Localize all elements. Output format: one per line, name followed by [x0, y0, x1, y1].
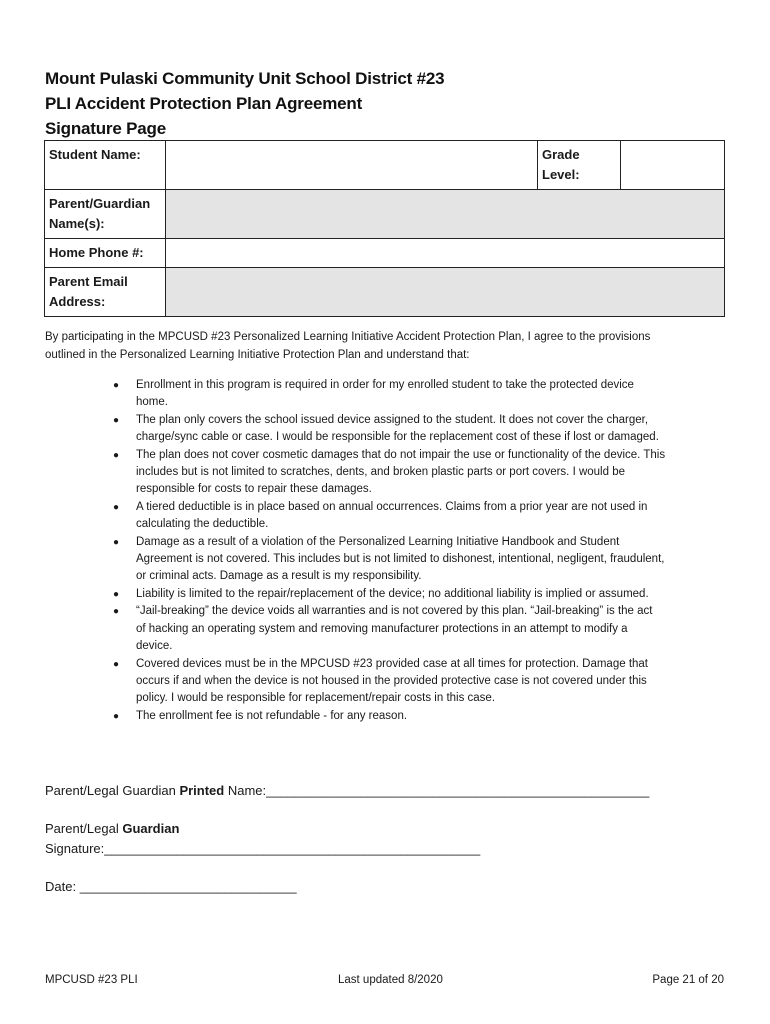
- bullet-icon: ●: [113, 414, 120, 426]
- bullet-icon: ●: [113, 606, 120, 618]
- term-item: [110, 708, 722, 725]
- bullet-icon: ●: [113, 380, 120, 391]
- bullet-icon: ●: [113, 449, 120, 461]
- bullet-icon: ●: [113, 536, 120, 548]
- date-blank[interactable]: ______________________________: [79, 879, 297, 894]
- term-line: The plan only covers the school issued device assigned to the student. It does not cover the charger,: [136, 413, 649, 426]
- term-item: [110, 656, 722, 708]
- term-line: Damage as a result of a violation of the Personalized Learning Initiative Handbook and Student: [136, 535, 620, 548]
- email-label-line1: Parent Email: [49, 274, 128, 289]
- bullet-icon: ●: [113, 588, 120, 600]
- printed-name-bold: Printed: [179, 783, 225, 798]
- date-label: Date:: [45, 879, 80, 894]
- term-item: [110, 447, 722, 499]
- term-line: “Jail-breaking” the device voids all warranties and is not covered by this plan. “Jail-breaking” is the act: [136, 605, 653, 618]
- signature-label: Signature:: [45, 841, 105, 856]
- term-line: includes but is not limited to scratches, dents, and broken plastic parts or port covers. I would be: [136, 466, 625, 479]
- student-info-table: [44, 140, 725, 317]
- terms-list: [110, 377, 722, 725]
- student-name-field[interactable]: [166, 141, 538, 190]
- guardian-signature-prefix: Parent/Legal: [45, 821, 123, 836]
- term-line: Covered devices must be in the MPCUSD #23 provided case at all times for protection. Damage that: [136, 657, 648, 670]
- term-line: or criminal acts. Damage as a result is my responsibility.: [136, 570, 422, 583]
- intro-line: By participating in the MPCUSD #23 Personalized Learning Initiative Accident Protection Plan, I agree to the provisions: [45, 331, 651, 343]
- term-line: home.: [136, 396, 168, 409]
- guardian-signature-bold: Guardian: [122, 821, 180, 836]
- term-line: policy. I would be responsible for replacement/repair costs in this case.: [136, 692, 496, 705]
- printed-name-blank[interactable]: _____________________________________________________: [266, 783, 650, 798]
- email-label-line2: Address:: [49, 294, 106, 309]
- district-title: Mount Pulaski Community Unit School District #23: [45, 69, 445, 88]
- printed-name-suffix: Name:: [224, 783, 267, 798]
- home-phone-label: Home Phone #:: [45, 239, 166, 268]
- grade-level-field[interactable]: [621, 141, 725, 190]
- term-line: responsible for costs to repair these damages.: [136, 483, 372, 496]
- term-item: [110, 534, 722, 586]
- printed-name-line: [45, 781, 649, 801]
- grade-label-line1: Grade: [542, 147, 580, 162]
- term-line: The plan does not cover cosmetic damages that do not impair the use or functionality of the device. This: [136, 448, 666, 461]
- printed-name-prefix: Parent/Legal Guardian: [45, 783, 180, 798]
- term-line: Liability is limited to the repair/replacement of the device; no additional liability is implied or assumed.: [136, 587, 649, 600]
- bullet-icon: ●: [113, 710, 120, 722]
- term-line: Agreement is not covered. This includes but is not limited to dishonest, intentional, negligent, fraudulent,: [136, 553, 665, 566]
- bullet-icon: ●: [113, 658, 120, 670]
- parent-email-label: [45, 268, 166, 317]
- agreement-title: PLI Accident Protection Plan Agreement: [45, 94, 363, 113]
- date-line: [45, 877, 297, 897]
- parent-email-field[interactable]: [166, 268, 725, 317]
- term-line: occurs if and when the device is not housed in the provided protective case is not covered under this: [136, 674, 647, 687]
- document-title: [45, 66, 444, 141]
- grade-level-label: [538, 141, 621, 190]
- term-item: [110, 586, 722, 603]
- signature-page-title: Signature Page: [45, 119, 166, 138]
- guardian-signature-block: [45, 819, 480, 859]
- term-item: [110, 603, 722, 655]
- term-line: charge/sync cable or case. I would be responsible for the replacement cost of these if lost or damaged.: [136, 431, 659, 444]
- intro-paragraph: [45, 328, 735, 364]
- parent-label-line1: Parent/Guardian: [49, 196, 151, 211]
- term-line: device.: [136, 640, 173, 653]
- term-line: A tiered deductible is in place based on annual occurrences. Claims from a prior year are not used in: [136, 500, 648, 513]
- guardian-signature-line: [45, 839, 480, 859]
- term-line: Enrollment in this program is required in order for my enrolled student to take the protected device: [136, 379, 634, 391]
- parent-guardian-label: [45, 190, 166, 239]
- parent-guardian-field[interactable]: [166, 190, 725, 239]
- grade-label-line2: Level:: [542, 167, 580, 182]
- student-name-label: Student Name:: [45, 141, 166, 190]
- footer-center: Last updated 8/2020: [338, 974, 443, 986]
- parent-label-line2: Name(s):: [49, 216, 105, 231]
- term-item: [110, 377, 722, 412]
- term-item: [110, 499, 722, 534]
- term-line: The enrollment fee is not refundable - for any reason.: [136, 709, 408, 722]
- footer-left: MPCUSD #23 PLI: [45, 974, 138, 986]
- intro-line: outlined in the Personalized Learning Initiative Protection Plan and understand that:: [45, 349, 470, 361]
- term-line: of hacking an operating system and removing manufacturer protections in an attempt to modify a: [136, 622, 628, 635]
- home-phone-field[interactable]: [166, 239, 725, 268]
- footer-page-number: Page 21 of 20: [652, 974, 724, 986]
- term-item: [110, 412, 722, 447]
- guardian-signature-heading: [45, 819, 480, 839]
- signature-blank[interactable]: ____________________________________________________: [104, 841, 481, 856]
- bullet-icon: ●: [113, 501, 120, 513]
- term-line: calculating the deductible.: [136, 518, 269, 531]
